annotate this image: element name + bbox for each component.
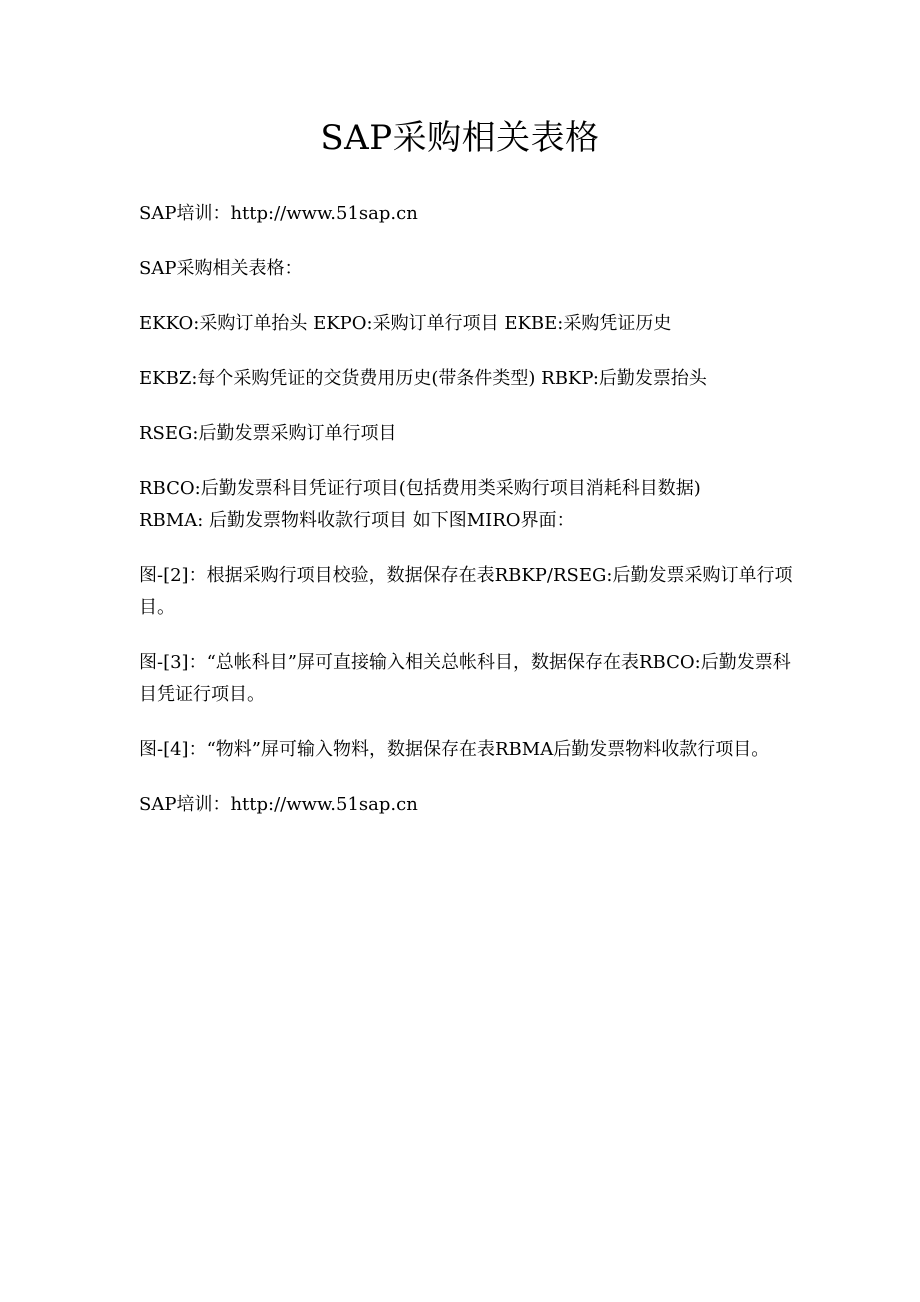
table-list-ekbz-rbkp: EKBZ:每个采购凭证的交货费用历史(带条件类型) RBKP:后勤发票抬头 bbox=[139, 368, 707, 389]
table-list-ekko-ekpo-ekbe: EKKO:采购订单抬头 EKPO:采购订单行项目 EKBE:采购凭证历史 bbox=[139, 313, 672, 334]
document-title: SAP采购相关表格 bbox=[320, 118, 600, 158]
table-list-rseg: RSEG:后勤发票采购订单行项目 bbox=[139, 423, 397, 444]
training-link-bottom: SAP培训：http://www.51sap.cn bbox=[139, 794, 418, 815]
table-list-rbma: RBMA: 后勤发票物料收款行项目 如下图MIRO界面： bbox=[139, 510, 575, 531]
document-body bbox=[139, 198, 799, 821]
figure-note-4: 图-[4]：“物料”屏可输入物料，数据保存在表RBMA后勤发票物料收款行项目。 bbox=[139, 739, 770, 760]
training-link-top: SAP培训：http://www.51sap.cn bbox=[139, 203, 418, 224]
figure-note-3: 图-[3]：“总帐科目”屏可直接输入相关总帐科目，数据保存在表RBCO:后勤发票科目凭证行项目。 bbox=[139, 652, 791, 705]
section-heading: SAP采购相关表格： bbox=[139, 258, 303, 279]
table-list-rbco: RBCO:后勤发票科目凭证行项目(包括费用类采购行项目消耗科目数据) bbox=[139, 478, 701, 499]
figure-note-2: 图-[2]：根据采购行项目校验，数据保存在表RBKP/RSEG:后勤发票采购订单行项目。 bbox=[139, 565, 793, 618]
